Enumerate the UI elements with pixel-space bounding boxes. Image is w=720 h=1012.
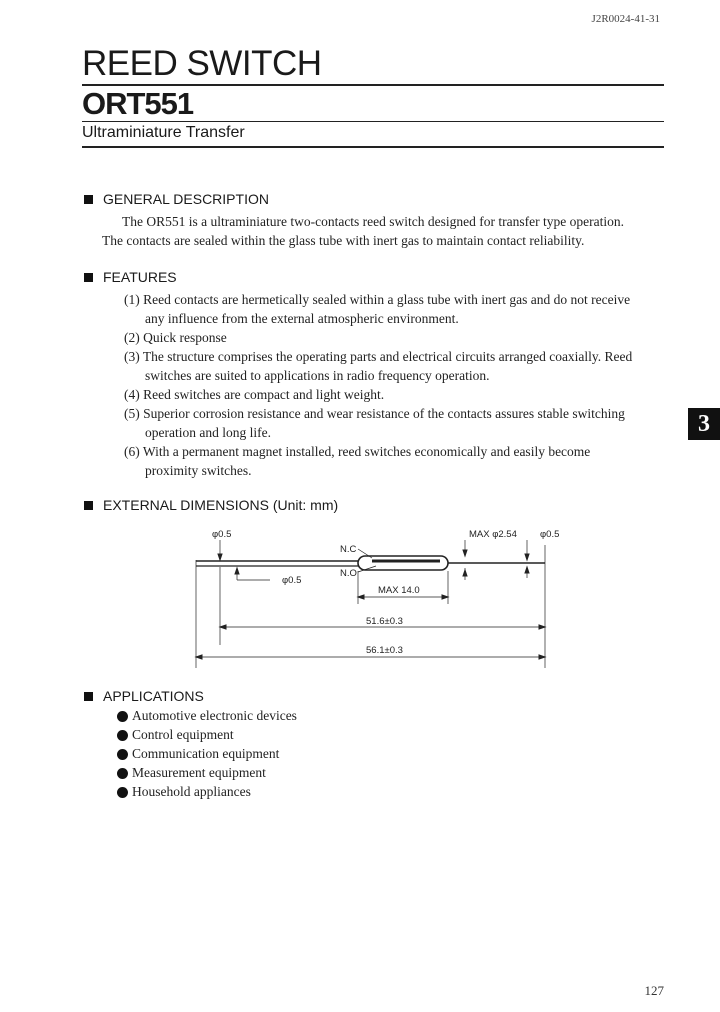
list-item: Control equipment <box>117 727 234 743</box>
chapter-tab: 3 <box>688 408 720 440</box>
normally-open-label: N.O <box>340 568 357 579</box>
bullet-dot-icon <box>117 749 128 760</box>
page-number: 127 <box>644 983 664 998</box>
total-length-label: 56.1±0.3 <box>366 645 403 656</box>
max-length-label: MAX 14.0 <box>378 585 420 596</box>
bullet-dot-icon <box>117 787 128 798</box>
feature-item-6: (6) With a permanent magnet installed, reed switches economically and easily become proximity switches. <box>124 444 591 478</box>
document-id: J2R0024-41-31 <box>591 13 660 25</box>
bullet-square-icon <box>84 692 93 701</box>
lead-diameter-top-label: φ0.5 <box>212 529 232 540</box>
general-description-heading: GENERAL DESCRIPTION <box>84 191 269 207</box>
inner-length-label: 51.6±0.3 <box>366 616 403 627</box>
bullet-dot-icon <box>117 730 128 741</box>
bullet-dot-icon <box>117 711 128 722</box>
lead-diameter-right-label: φ0.5 <box>540 529 560 540</box>
glass-tube <box>358 556 448 570</box>
feature-item-5: (5) Superior corrosion resistance and wear resistance of the contacts assures stable switching operation and long life. <box>124 406 625 440</box>
model-number: ORT551 <box>82 86 194 121</box>
features-heading: FEATURES <box>84 269 177 285</box>
list-item: Communication equipment <box>117 746 279 762</box>
feature-item-3: (3) The structure comprises the operating parts and electrical circuits arranged coaxially. Reed switches are suited to applications in radio frequency operation. <box>124 349 633 383</box>
normally-closed-label: N.C <box>340 544 357 555</box>
applications-heading: APPLICATIONS <box>84 688 204 704</box>
list-item: Measurement equipment <box>117 765 266 781</box>
max-diameter-label: MAX φ2.54 <box>469 529 517 540</box>
general-description-line2: The contacts are sealed within the glass tube with inert gas to maintain contact reliability. <box>102 233 585 248</box>
page-subtitle: Ultraminiature Transfer <box>82 124 245 141</box>
feature-item-1: (1) Reed contacts are hermetically sealed within a glass tube with inert gas and do not receive any influence from the external atmospheric environment. <box>124 292 631 326</box>
feature-item-4: (4) Reed switches are compact and light weight. <box>124 387 385 402</box>
dimensions-heading: EXTERNAL DIMENSIONS (Unit: mm) <box>84 497 338 513</box>
lead-diameter-bottom-label: φ0.5 <box>282 575 302 586</box>
list-item: Household appliances <box>117 784 251 800</box>
feature-item-2: (2) Quick response <box>124 330 227 345</box>
bullet-dot-icon <box>117 768 128 779</box>
page-title: REED SWITCH <box>82 44 322 83</box>
general-description-line1: The OR551 is a ultraminiature two-contacts reed switch designed for transfer type operation. <box>122 214 624 229</box>
list-item: Automotive electronic devices <box>117 708 297 724</box>
